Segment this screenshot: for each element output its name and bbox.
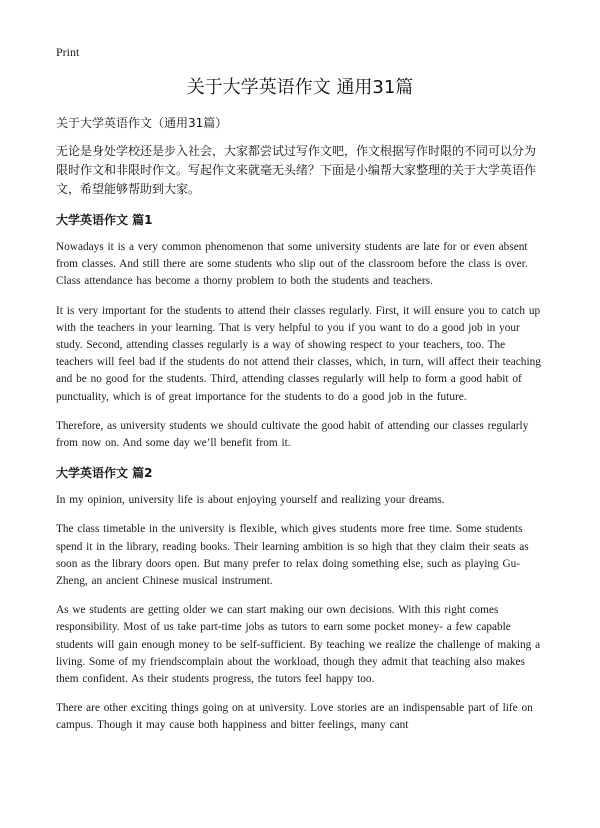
section-heading: 大学英语作文 篇2 (56, 466, 153, 481)
paragraph: As we students are getting older we can start making our own decisions. With this right comes responsibility. Most of us take part-time jobs as tutors to earn some pocket money- a few capable students will gain enough money to be self-sufficient. By teaching we realize the challenge of making a living. Some of my friendscomplain about the workload, though they admit that teaching also makes them confident. As their students progress, the tutors feel happy too. (56, 604, 541, 686)
paragraph: Therefore, as university students we should cultivate the good habit of attending our classes regularly from now on. And some day we’ll benefit from it. (56, 419, 529, 450)
paragraph: It is very important for the students to attend their classes regularly. First, it will ensure you to catch up with the teachers in your learning. That is very helpful to you if you want to do a good job in your study. Second, attending classes regularly is a way of showing respect to your teachers, too. The teachers will feel bad if the students do not attend their classes, which, in turn, will affect their teaching and be no good for the students. Third, attending classes regularly will help to form a good habit of punctuality, which is of great importance for the students to do a good job in the future. (56, 304, 541, 403)
paragraph: There are other exciting things going on at university. Love stories are an indispensable part of life on campus. Though it may cause both happiness and bitter feelings, many cant (56, 702, 533, 732)
print-label[interactable]: Print (56, 45, 80, 59)
section-1 (56, 211, 544, 452)
section-heading: 大学英语作文 篇1 (56, 213, 153, 227)
document-subtitle: 关于大学英语作文（通用31篇） (56, 116, 228, 130)
section-2 (56, 464, 544, 734)
page-title: 关于大学英语作文 通用31篇 (186, 77, 414, 98)
paragraph: The class timetable in the university is flexible, which gives students more free time. Some students spend it in the library, reading books. Their learning ambition is so high that they claim their seats as soon as the library doors open. But many prefer to relax doing something else, such as playing Gu-Zheng, an ancient Chinese musical instrument. (56, 523, 529, 588)
paragraph: Nowadays it is a very common phenomenon that some university students are late for or even absent from classes. And still there are some students who slip out of the classroom before the class is over. Class attendance has become a thorny problem to both the students and teachers. (56, 241, 528, 288)
paragraph: In my opinion, university life is about enjoying yourself and realizing your dreams. (56, 494, 445, 507)
intro-paragraph: 无论是身处学校还是步入社会，大家都尝试过写作文吧，作文根据写作时限的不同可以分为限时作文和非限时作文。写起作文来就毫无头绪？下面是小编帮大家整理的关于大学英语作文，希望能够帮助到大家。 (56, 144, 537, 196)
